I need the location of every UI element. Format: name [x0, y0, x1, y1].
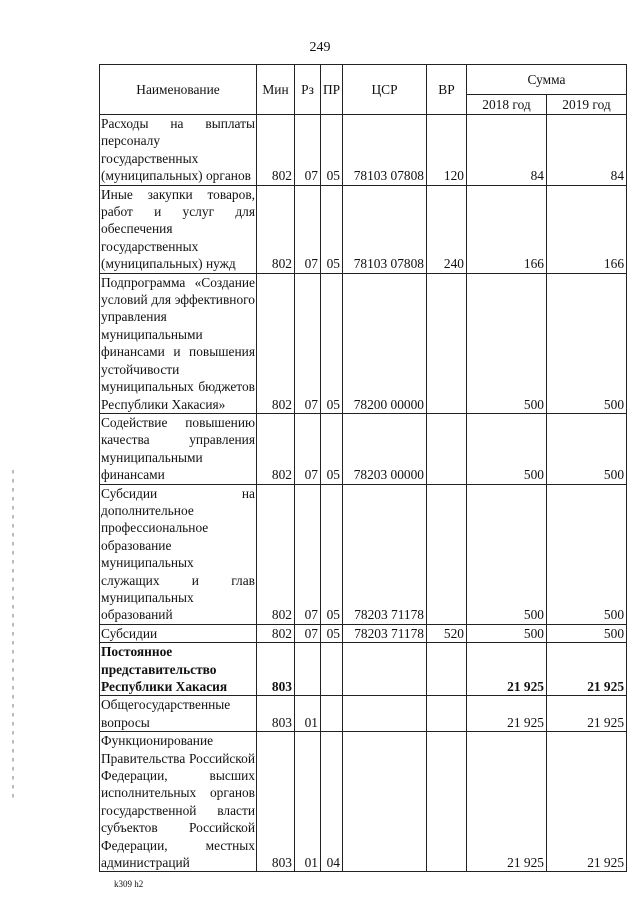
row-sum-2018: 166 — [467, 185, 547, 273]
row-pr — [321, 696, 343, 732]
row-name: Содействие повышению качества управления муниципальными финансами — [101, 414, 255, 483]
header-min: Мин — [257, 65, 295, 115]
budget-table — [99, 64, 627, 872]
row-sum-2019: 166 — [547, 185, 627, 273]
row-name: Функционирование Правительства Российской Федерации, высших исполнительных органов государственной власти субъектов Российской Федерации, местных администраций — [101, 733, 255, 871]
row-vr — [427, 484, 467, 624]
footer-code: k309 h2 — [114, 879, 144, 889]
table-row — [100, 624, 627, 642]
header-sum: Сумма — [467, 65, 627, 95]
row-sum-2018: 84 — [467, 115, 547, 186]
header-csr: ЦСР — [343, 65, 427, 115]
row-sum-2018: 21 925 — [467, 732, 547, 872]
row-min: 802 — [257, 185, 295, 273]
row-csr — [343, 732, 427, 872]
row-pr — [321, 643, 343, 696]
row-min: 802 — [257, 413, 295, 484]
row-rz: 07 — [295, 413, 321, 484]
row-rz: 07 — [295, 273, 321, 413]
row-csr: 78203 71178 — [343, 624, 427, 642]
row-min: 803 — [257, 696, 295, 732]
row-vr — [427, 643, 467, 696]
row-vr — [427, 413, 467, 484]
row-vr: 520 — [427, 624, 467, 642]
row-sum-2019: 21 925 — [547, 696, 627, 732]
header-2018: 2018 год — [467, 95, 547, 115]
row-min: 803 — [257, 732, 295, 872]
row-name: Подпрограмма «Создание условий для эффективного управления муниципальными финансами и повышения устойчивости муниципальных бюджетов Республики Хакасия» — [101, 274, 255, 412]
row-name: Субсидии — [100, 624, 257, 642]
row-rz: 07 — [295, 115, 321, 186]
row-sum-2018: 500 — [467, 484, 547, 624]
row-pr: 05 — [321, 624, 343, 642]
row-sum-2019: 21 925 — [547, 732, 627, 872]
row-sum-2019: 500 — [547, 413, 627, 484]
table-row — [100, 273, 627, 413]
row-csr — [343, 696, 427, 732]
row-csr: 78103 07808 — [343, 115, 427, 186]
row-rz: 01 — [295, 696, 321, 732]
row-name: Постоянное представительство Республики Хакасия — [100, 643, 257, 696]
margin-dotted-line — [12, 470, 14, 800]
row-vr: 240 — [427, 185, 467, 273]
header-rz: Рз — [295, 65, 321, 115]
row-sum-2018: 21 925 — [467, 696, 547, 732]
table-row — [100, 643, 627, 696]
row-min: 802 — [257, 484, 295, 624]
table-row — [100, 185, 627, 273]
table-row — [100, 484, 627, 624]
row-min: 802 — [257, 115, 295, 186]
row-vr: 120 — [427, 115, 467, 186]
row-vr — [427, 696, 467, 732]
row-min: 803 — [257, 643, 295, 696]
row-vr — [427, 732, 467, 872]
row-csr: 78203 00000 — [343, 413, 427, 484]
row-csr: 78203 71178 — [343, 484, 427, 624]
table-row — [100, 696, 627, 732]
row-sum-2018: 500 — [467, 273, 547, 413]
row-rz: 07 — [295, 624, 321, 642]
page-number: 249 — [309, 40, 331, 55]
row-sum-2018: 500 — [467, 624, 547, 642]
row-pr: 05 — [321, 185, 343, 273]
row-csr: 78103 07808 — [343, 185, 427, 273]
row-min: 802 — [257, 273, 295, 413]
row-rz: 01 — [295, 732, 321, 872]
row-pr: 05 — [321, 273, 343, 413]
row-rz: 07 — [295, 185, 321, 273]
table-body — [100, 115, 627, 872]
table-row — [100, 732, 627, 872]
row-name: Расходы на выплаты персоналу государственных (муниципальных) органов — [101, 116, 255, 184]
row-sum-2018: 21 925 — [467, 643, 547, 696]
row-sum-2019: 500 — [547, 273, 627, 413]
row-rz: 07 — [295, 484, 321, 624]
row-sum-2019: 84 — [547, 115, 627, 186]
row-pr: 05 — [321, 115, 343, 186]
row-pr: 05 — [321, 413, 343, 484]
row-csr: 78200 00000 — [343, 273, 427, 413]
table-row — [100, 115, 627, 186]
row-vr — [427, 273, 467, 413]
row-sum-2019: 500 — [547, 624, 627, 642]
row-csr — [343, 643, 427, 696]
row-sum-2019: 500 — [547, 484, 627, 624]
header-vr: ВР — [427, 65, 467, 115]
row-name: Общегосударственные вопросы — [100, 696, 257, 732]
row-min: 802 — [257, 624, 295, 642]
row-sum-2019: 21 925 — [547, 643, 627, 696]
header-pr: ПР — [321, 65, 343, 115]
table-header — [100, 65, 627, 115]
row-pr: 04 — [321, 732, 343, 872]
header-name: Наименование — [100, 65, 257, 115]
table-row — [100, 413, 627, 484]
row-name: Иные закупки товаров, работ и услуг для обеспечения государственных (муниципальных) нужд — [101, 186, 255, 272]
row-pr: 05 — [321, 484, 343, 624]
row-sum-2018: 500 — [467, 413, 547, 484]
row-name: Субсидии на дополнительное профессиональное образование муниципальных служащих и глав муниципальных образований — [101, 485, 255, 623]
row-rz — [295, 643, 321, 696]
header-2019: 2019 год — [547, 95, 627, 115]
